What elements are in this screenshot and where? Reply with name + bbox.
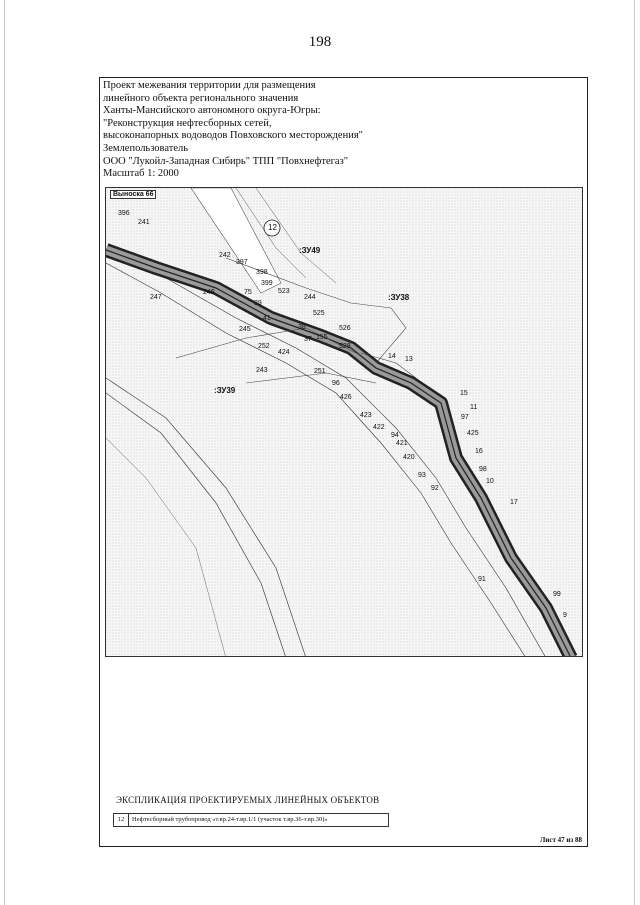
title-line: высоконапорных водоводов Повховского месторождения" bbox=[103, 130, 363, 142]
callout-label: Выноска 66 bbox=[110, 190, 156, 199]
point-label: 93 bbox=[418, 472, 426, 479]
title-line: Масштаб 1: 2000 bbox=[103, 168, 179, 180]
title-line: ООО "Лукойл-Западная Сибирь" ТПП "Повхнефтегаз" bbox=[103, 155, 349, 167]
point-label: 13 bbox=[405, 356, 413, 363]
point-label: 252 bbox=[258, 343, 270, 350]
title-line: Проект межевания территории для размещения bbox=[103, 80, 316, 91]
point-label: 426 bbox=[340, 394, 352, 401]
point-label: 99 bbox=[553, 591, 561, 598]
point-label: 91 bbox=[478, 576, 486, 583]
title-line: линейного объекта регионального значения bbox=[103, 92, 299, 104]
point-label: 17 bbox=[510, 499, 518, 506]
point-label: 155 bbox=[316, 334, 328, 341]
page-number: 198 bbox=[308, 34, 332, 50]
point-label: 528 bbox=[339, 343, 351, 350]
point-label: 397 bbox=[236, 259, 248, 266]
point-label: 523 bbox=[278, 288, 290, 295]
zone-label: :ЗУ39 bbox=[214, 386, 236, 395]
point-label: 92 bbox=[431, 485, 439, 492]
explication-title: ЭКСПЛИКАЦИЯ ПРОЕКТИРУЕМЫХ ЛИНЕЙНЫХ ОБЪЕКТОВ bbox=[116, 795, 380, 805]
point-label: 97 bbox=[461, 414, 469, 421]
map-drawing bbox=[106, 188, 583, 657]
title-block bbox=[103, 80, 363, 181]
point-label: 244 bbox=[304, 294, 316, 301]
point-label: 425 bbox=[467, 430, 479, 437]
sheet-label: Лист 47 из 88 bbox=[540, 836, 582, 844]
title-line: "Реконструкция нефтесборных сетей, bbox=[103, 117, 272, 129]
point-label: 243 bbox=[256, 367, 268, 374]
point-label: 423 bbox=[360, 412, 372, 419]
point-label: 16 bbox=[475, 448, 483, 455]
point-label: 11 bbox=[470, 404, 478, 411]
point-label: 241 bbox=[138, 219, 150, 226]
point-label: 10 bbox=[486, 478, 494, 485]
point-label: 39 bbox=[254, 300, 262, 307]
point-label: 422 bbox=[373, 424, 385, 431]
title-line: Землепользователь bbox=[103, 142, 189, 154]
circle-label: 12 bbox=[268, 223, 277, 232]
point-label: 96 bbox=[332, 380, 340, 387]
point-label: 245 bbox=[239, 326, 251, 333]
map-area bbox=[105, 187, 583, 657]
point-label: 420 bbox=[403, 454, 415, 461]
point-label: 247 bbox=[150, 294, 162, 301]
point-label: 37 bbox=[304, 336, 312, 343]
point-label: 421 bbox=[396, 440, 408, 447]
point-label: 9 bbox=[563, 612, 567, 619]
zone-label: :ЗУ38 bbox=[388, 293, 410, 302]
title-line: Ханты-Мансийского автономного округа-Югры: bbox=[103, 105, 321, 117]
point-label: 75 bbox=[244, 289, 252, 296]
point-label: 38 bbox=[298, 324, 306, 331]
point-label: 98 bbox=[479, 466, 487, 473]
point-label: 246 bbox=[203, 289, 215, 296]
point-label: 41 bbox=[263, 315, 271, 322]
point-label: 94 bbox=[391, 432, 399, 439]
point-label: 242 bbox=[219, 252, 231, 259]
point-label: 424 bbox=[278, 349, 290, 356]
right-scan-edge bbox=[634, 0, 635, 905]
left-scan-edge bbox=[4, 0, 5, 905]
point-label: 15 bbox=[460, 390, 468, 397]
point-label: 396 bbox=[118, 210, 130, 217]
legend-row bbox=[113, 813, 389, 827]
point-label: 251 bbox=[314, 368, 326, 375]
point-label: 526 bbox=[339, 325, 351, 332]
zone-label: :ЗУ49 bbox=[299, 246, 321, 255]
point-label: 14 bbox=[388, 353, 396, 360]
legend-number: 12 bbox=[114, 814, 129, 826]
point-label: 525 bbox=[313, 310, 325, 317]
legend-text: Нефтесборный трубопровод «т.вр.24-т.вр.1/1 (участок т.вр.36-т.вр.30)» bbox=[132, 816, 328, 823]
point-label: 398 bbox=[256, 269, 268, 276]
point-label: 399 bbox=[261, 280, 273, 287]
